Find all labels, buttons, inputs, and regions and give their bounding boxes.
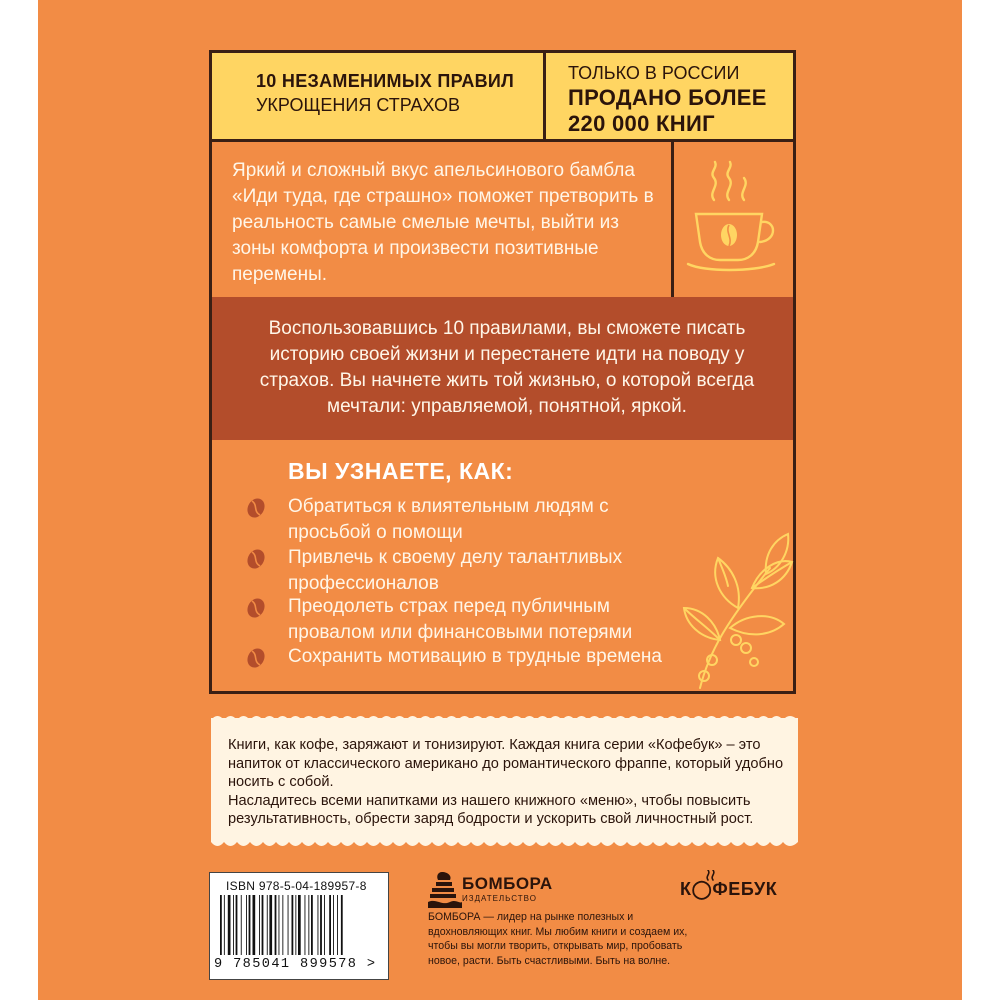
rules-band bbox=[212, 297, 793, 440]
intro-box bbox=[212, 142, 674, 297]
intro-icon-box bbox=[674, 142, 793, 297]
rules-title: 10 НЕЗАМЕНИМЫХ ПРАВИЛ bbox=[256, 71, 515, 91]
sales-badge-box bbox=[546, 53, 793, 142]
coffee-cup-icon bbox=[674, 142, 793, 297]
info-box-bottom-edge bbox=[211, 842, 798, 850]
list-item-text: Сохранить мотивацию в трудные времена bbox=[288, 646, 662, 667]
barcode-digits: 9 785041 899578 > bbox=[214, 957, 377, 972]
series-info-box bbox=[211, 718, 798, 842]
list-item-text: Преодолеть страх перед публичным провалом или финансовыми потерями bbox=[288, 596, 633, 643]
rules-header-box bbox=[212, 53, 546, 142]
publisher-description: БОМБОРА — лидер на рынке полезных и вдохновляющих книг. Мы любим книги и создаем их, чтобы вы могли творить, открывать мир, пробовать новое, расти. Быть счастливыми. Быть на волне. bbox=[428, 911, 688, 967]
coffee-branch-icon bbox=[680, 528, 795, 693]
list-item-text: Привлечь к своему делу талантливых профессионалов bbox=[288, 547, 623, 594]
sales-region: ТОЛЬКО В РОССИИ bbox=[568, 63, 740, 83]
coffee-bean-icon bbox=[245, 597, 267, 619]
coffee-bean-icon bbox=[245, 647, 267, 669]
rules-band-text: Воспользовавшись 10 правилами, вы сможете писать историю своей жизни и перестанете идти на поводу у страхов. Вы начнете жить той жизнью, о которой всегда мечтали: управляемой, понятной, яркой. bbox=[259, 318, 755, 417]
sales-claim: ПРОДАНО БОЛЕЕ bbox=[568, 85, 767, 110]
intro-text: Яркий и сложный вкус апельсинового бамбла «Иди туда, где страшно» поможет претворить в реальность самые смелые мечты, выйти из зоны комфорта и произвести позитивные перемены. bbox=[232, 160, 654, 285]
series-info-text bbox=[228, 736, 788, 829]
coffee-bean-icon bbox=[245, 548, 267, 570]
series-info-paragraph-1: Книги, как кофе, заряжают и тонизируют. Каждая книга серии «Кофебук» – это напиток от классического американо до романтического фраппе, который удобно носить с собой. bbox=[228, 737, 784, 791]
publisher-name: БОМБОРА bbox=[462, 874, 553, 893]
series-info-paragraph-2: Насладитесь всеми напитками из нашего книжного «меню», чтобы повысить результативность, обрести заряд бодрости и ускорить свой личностный рост. bbox=[228, 792, 754, 828]
series-logo-text: К◯ФЕБУК bbox=[680, 879, 778, 899]
list-item-text: Обратиться к влиятельным людям с просьбой о помощи bbox=[288, 496, 609, 543]
rules-subtitle: УКРОЩЕНИЯ СТРАХОВ bbox=[256, 95, 460, 115]
barcode-box bbox=[209, 872, 389, 980]
sales-count: 220 000 КНИГ bbox=[568, 111, 715, 136]
publisher-subtitle: ИЗДАТЕЛЬСТВО bbox=[462, 894, 537, 903]
learn-title: ВЫ УЗНАЕТЕ, КАК: bbox=[288, 458, 514, 484]
isbn-text: ISBN 978-5-04-189957-8 bbox=[226, 879, 367, 893]
coffee-bean-icon bbox=[245, 497, 267, 519]
barcode bbox=[216, 895, 384, 957]
